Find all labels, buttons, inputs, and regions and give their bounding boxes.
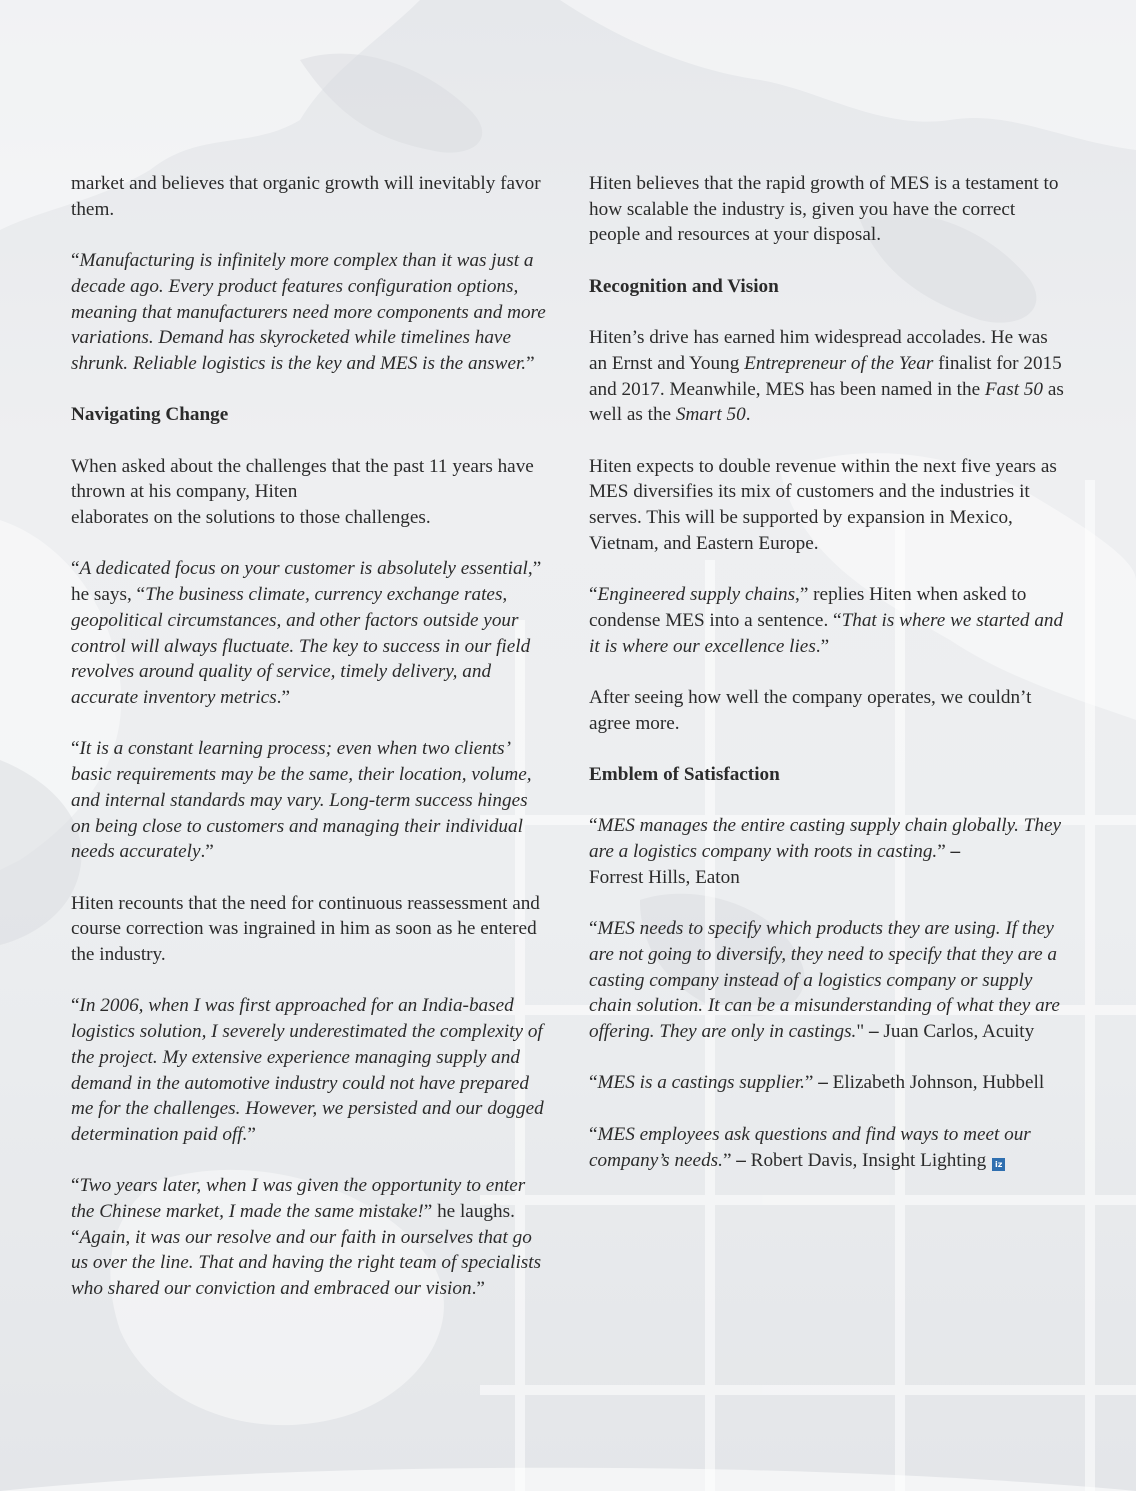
heading-emblem-satisfaction: Emblem of Satisfaction bbox=[589, 764, 780, 786]
paragraph-agree: After seeing how well the company operates, we couldn’t agree more. bbox=[589, 686, 1032, 734]
left-column bbox=[71, 171, 549, 1328]
quote-learning-process: “It is a constant learning process; even when two clients’ basic requirements may be the same, their location, volume, and internal standards may vary. Long-term success hinges on being close to customers and managing their individual needs accurately.” bbox=[71, 738, 532, 863]
paragraph-double-revenue: Hiten expects to double revenue within the next five years as MES diversifies its mix of customers and the industries it serves. This will be supported by expansion in Mexico, Vietnam, and Eastern Europe. bbox=[589, 455, 1057, 554]
end-of-article-icon: iz bbox=[992, 1158, 1005, 1171]
quote-chinese-market: “Two years later, when I was given the opportunity to enter the Chinese market, I made the same mistake!” he laughs. “Again, it was our resolve and our faith in ourselves that go us over the line. That and having the right team of specialists who shared our conviction and embraced our vision.” bbox=[71, 1175, 542, 1300]
testimonial-hubbell: “MES is a castings supplier.” – Elizabeth Johnson, Hubbell bbox=[589, 1072, 1045, 1094]
paragraph-rapid-growth: Hiten believes that the rapid growth of MES is a testament to how scalable the industry is, given you have the correct people and resources at your disposal. bbox=[589, 173, 1059, 246]
testimonial-acuity: “MES needs to specify which products they are using. If they are not going to diversify, they need to specify that they are a casting company instead of a logistics company or supply chain solution. It can be a misunderstanding of what they are offering. They are only in castings." – Juan Carlos, Acuity bbox=[589, 918, 1060, 1043]
quote-customer-focus: “A dedicated focus on your customer is absolutely essential,” he says, “The business climate, currency exchange rates, geopolitical circumstances, and other factors outside your control will always fluctuate. The key to success in our field revolves around quality of service, timely delivery, and accurate inventory metrics.” bbox=[71, 558, 542, 708]
quote-manufacturing: “Manufacturing is infinitely more complex than it was just a decade ago. Every product features configuration options, meaning that manufacturers need more components and more variations. Demand has skyrocketed while timelines have shrunk. Reliable logistics is the key and MES is the answer.” bbox=[71, 250, 546, 374]
paragraph-reassessment: Hiten recounts that the need for continuous reassessment and course correction was ingrained in him as soon as he entered the industry. bbox=[71, 892, 540, 965]
quote-india-2006: “In 2006, when I was first approached for an India-based logistics solution, I severely underestimated the complexity of the project. My extensive experience managing supply and demand in the automotive industry could not have prepared me for the challenges. However, we persisted and our dogged determination paid off.” bbox=[71, 995, 544, 1145]
quote-engineered-supply-chains: “Engineered supply chains,” replies Hiten when asked to condense MES into a sentence. “That is where we started and it is where our excellence lies.” bbox=[589, 584, 1064, 657]
testimonial-eaton: “MES manages the entire casting supply chain globally. They are a logistics company with roots in casting.” – Forrest Hills, Eaton bbox=[589, 815, 1061, 888]
right-column bbox=[589, 171, 1069, 1199]
paragraph-organic-growth: market and believes that organic growth will inevitably favor them. bbox=[71, 173, 541, 220]
heading-recognition-vision: Recognition and Vision bbox=[589, 275, 779, 297]
paragraph-challenges: When asked about the challenges that the past 11 years have thrown at his company, Hiten elaborates on the solutions to those challenges. bbox=[71, 455, 534, 529]
paragraph-accolades: Hiten’s drive has earned him widespread accolades. He was an Ernst and Young Entrepreneur of the Year finalist for 2015 and 2017. Meanwhile, MES has been named in the Fast 50 as well as the Smart 50. bbox=[589, 327, 1064, 426]
testimonial-insight-lighting: “MES employees ask questions and find ways to meet our company’s needs.” – Robert Davis, Insight Lighting iz bbox=[589, 1123, 1031, 1171]
heading-navigating-change: Navigating Change bbox=[71, 404, 229, 426]
